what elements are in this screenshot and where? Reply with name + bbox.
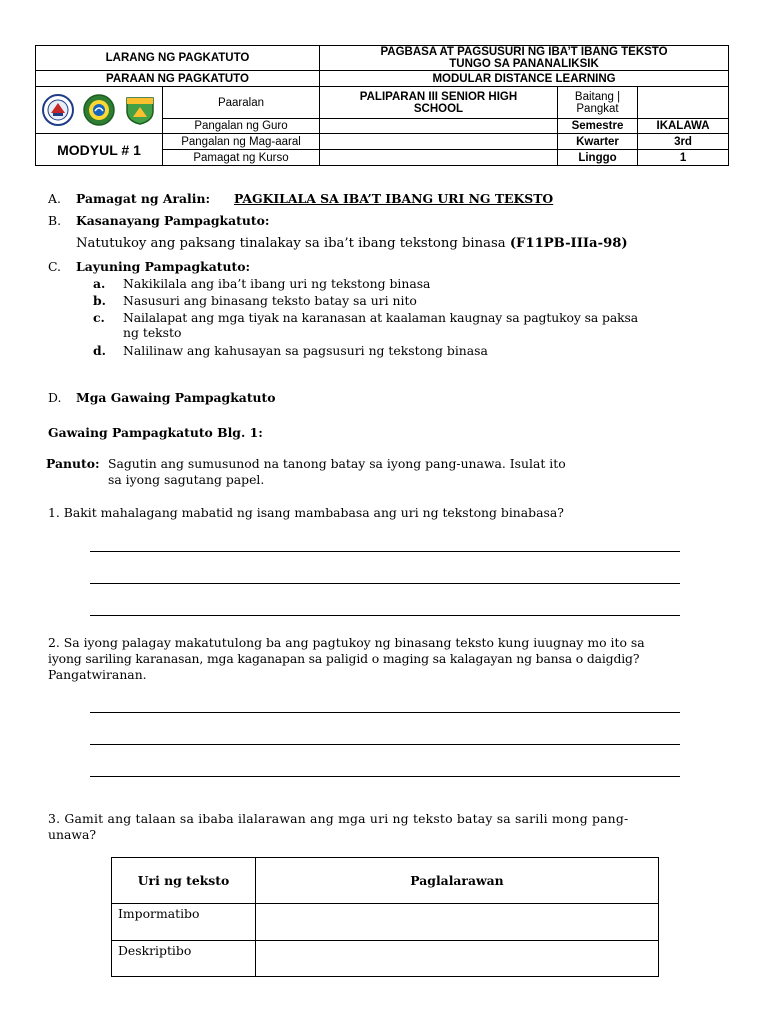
objective-text-continued: ng teksto [123,325,182,340]
objective-letter: d. [93,343,106,358]
modyul-number: MODYUL # 1 [36,134,163,166]
kurso-value[interactable] [320,150,558,166]
uri-cell: Deskriptibo [112,941,256,977]
panuto-label: Panuto: [46,456,100,471]
section-b-letter: B. [48,213,62,228]
answer-line-q2-3[interactable] [90,776,680,777]
logos-cell [36,87,163,134]
question-3-line2: unawa? [48,827,96,842]
guro-value[interactable] [320,119,558,134]
question-2-line3: Pangatwiranan. [48,667,147,682]
paaralan-value-line2: SCHOOL [413,102,464,115]
larang-value-line2: TUNGO SA PANANALIKSIK [449,58,599,70]
larang-value [320,46,729,71]
question-3-line1: 3. Gamit ang talaan sa ibaba ilalarawan ang mga uri ng teksto batay sa sarili mong pang- [48,811,629,826]
section-b-label: Kasanayang Pampagkatuto: [76,213,270,228]
paglalarawan-cell[interactable] [256,904,659,941]
panuto-line2: sa iyong sagutang papel. [108,472,265,487]
division-seal-icon [83,94,115,126]
section-c-letter: C. [48,259,61,274]
larang-label: LARANG NG PAGKATUTO [36,46,320,71]
baitang-label [558,87,638,119]
kasanayan-code: (F11PB-IIIa-98) [509,236,628,251]
activity-title: Gawaing Pampagkatuto Blg. 1: [48,425,263,440]
kurso-label: Pamagat ng Kurso [163,150,320,166]
guro-label: Pangalan ng Guro [163,119,320,134]
answer-line-q2-2[interactable] [90,744,680,745]
question-1: 1. Bakit mahalagang mabatid ng isang mambabasa ang uri ng tekstong binabasa? [48,505,564,520]
uri-cell: Impormatibo [112,904,256,941]
objective-text: Nasusuri ang binasang teksto batay sa uri nito [123,293,417,308]
baitang-label-line2: Pangkat [576,102,619,115]
question-2-line2: iyong sariling karanasan, mga kaganapan sa paligid o maging sa kalagayan ng bansa o daigdig? [48,651,640,666]
paglalarawan-cell[interactable] [256,941,659,977]
objective-letter: a. [93,276,106,291]
column-header-paglalarawan: Paglalarawan [256,858,659,904]
answer-line-q1-1[interactable] [90,551,680,552]
kasanayan-text: Natutukoy ang paksang tinalakay sa iba’t ibang tekstong binasa [76,236,506,251]
objective-text: Nailalapat ang mga tiyak na karanasan at kaalaman kaugnay sa pagtukoy sa paksa [123,310,639,325]
section-c-label: Layuning Pampagkatuto: [76,259,251,274]
section-a-value: PAGKILALA SA IBA’T IBANG URI NG TEKSTO [234,191,554,206]
section-a-label: Pamagat ng Aralin: [76,191,211,206]
paaralan-label: Paaralan [163,87,320,119]
school-logo-icon [124,95,156,125]
objective-letter: b. [93,293,106,308]
section-d-letter: D. [48,390,62,405]
baitang-value[interactable] [638,87,729,119]
section-a-letter: A. [48,191,61,206]
answer-line-q1-3[interactable] [90,615,680,616]
deped-seal-icon [42,94,74,126]
section-d-label: Mga Gawaing Pampagkatuto [76,390,276,405]
question-2-line1: 2. Sa iyong palagay makatutulong ba ang pagtukoy ng binasang teksto kung iuugnay mo ito sa [48,635,645,650]
uri-ng-teksto-table [111,857,659,977]
paraan-value: MODULAR DISTANCE LEARNING [320,71,729,87]
section-b-text [76,237,628,251]
linggo-value: 1 [638,150,729,166]
table-row [112,904,659,941]
paaralan-value [320,87,558,119]
column-header-uri: Uri ng teksto [112,858,256,904]
larang-value-line1: PAGBASA AT PAGSUSURI NG IBA’T IBANG TEKSTO [380,46,668,58]
module-header-table [35,45,729,166]
kwarter-value: 3rd [638,134,729,150]
semestre-value: IKALAWA [638,119,729,134]
baitang-label-line1: Baitang | [574,90,621,103]
objective-text: Nakikilala ang iba’t ibang uri ng tekstong binasa [123,276,431,291]
panuto-line1: Sagutin ang sumusunod na tanong batay sa iyong pang-unawa. Isulat ito [108,456,566,471]
mag-aaral-label: Pangalan ng Mag-aaral [163,134,320,150]
kwarter-label: Kwarter [558,134,638,150]
semestre-label: Semestre [558,119,638,134]
table-row [112,941,659,977]
paraan-label: PARAAN NG PAGKATUTO [36,71,320,87]
objective-letter: c. [93,310,105,325]
answer-line-q1-2[interactable] [90,583,680,584]
paaralan-value-line1: PALIPARAN III SENIOR HIGH [359,90,518,103]
objective-text: Nalilinaw ang kahusayan sa pagsusuri ng tekstong binasa [123,343,488,358]
answer-line-q2-1[interactable] [90,712,680,713]
mag-aaral-value[interactable] [320,134,558,150]
linggo-label: Linggo [558,150,638,166]
